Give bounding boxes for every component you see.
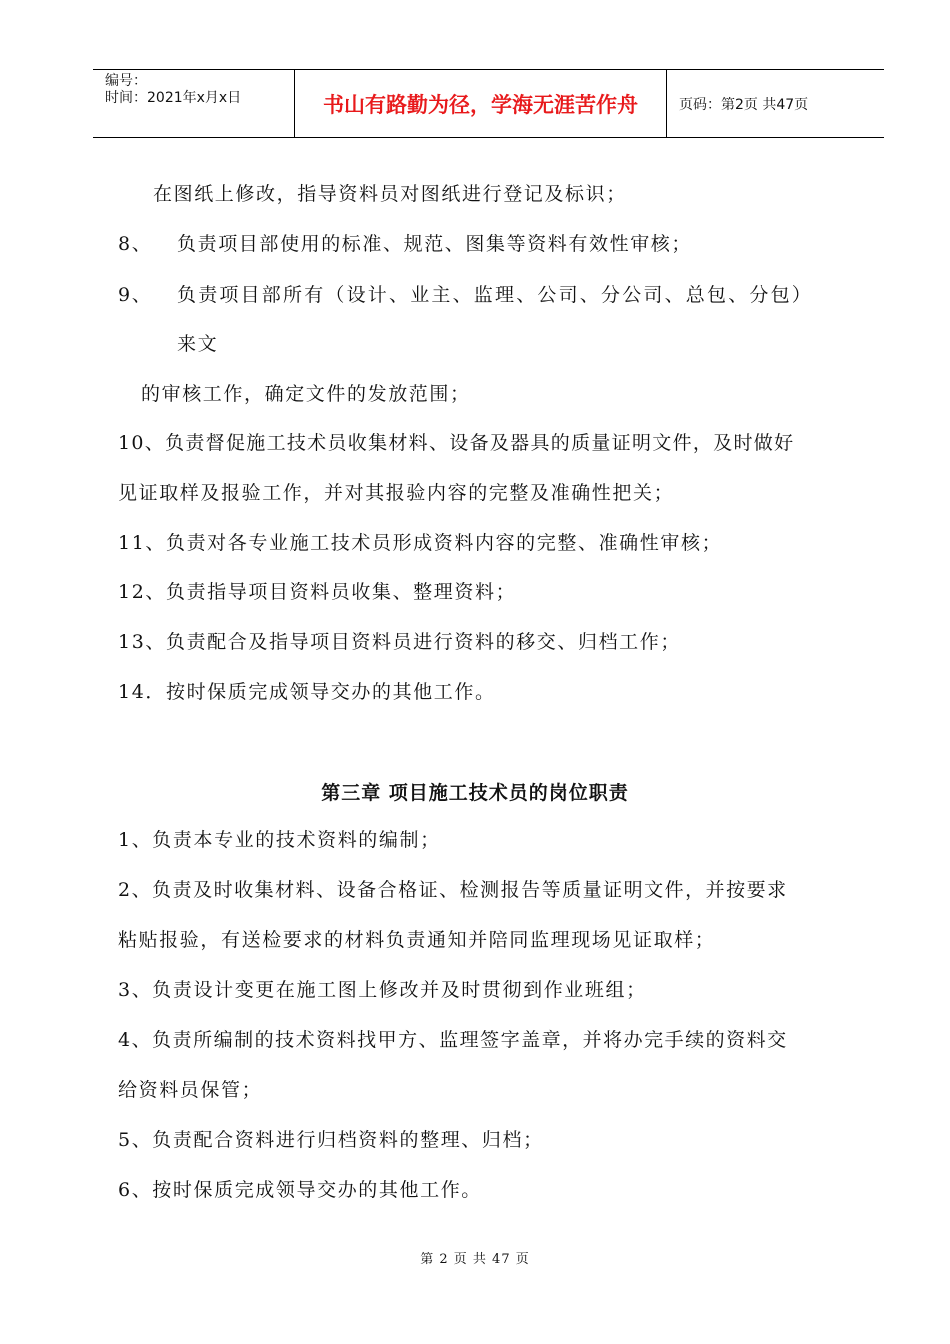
body-line: 12、负责指导项目资料员收集、整理资料； (118, 581, 517, 603)
chapter-line: 5、负责配合资料进行归档资料的整理、归档； (118, 1129, 544, 1151)
item-number: 8、 (118, 233, 153, 255)
chapter-line: 3、负责设计变更在施工图上修改并及时贯彻到作业班组； (118, 979, 647, 1001)
body-line: 见证取样及报验工作，并对其报验内容的完整及准确性把关； (118, 482, 675, 504)
chapter-line: 1、负责本专业的技术资料的编制； (118, 829, 441, 851)
chapter-title: 第三章 项目施工技术员的岗位职责 (321, 782, 629, 804)
header-meta (93, 70, 295, 137)
body-line: 负责项目部使用的标准、规范、图集等资料有效性审核； (177, 233, 693, 255)
header-page-number: 页码：第2页 共47页 (679, 96, 809, 113)
header-number: 编号： (105, 73, 147, 89)
body-line: 在图纸上修改，指导资料员对图纸进行登记及标识； (153, 183, 627, 205)
body-line: 14．按时保质完成领导交办的其他工作。 (118, 681, 496, 703)
chapter-line: 6、按时保质完成领导交办的其他工作。 (118, 1179, 482, 1201)
body-line: 13、负责配合及指导项目资料员进行资料的移交、归档工作； (118, 631, 681, 653)
body-line: 11、负责对各专业施工技术员形成资料内容的完整、准确性审核； (118, 532, 723, 554)
body-line: 的审核工作，确定文件的发放范围； (141, 383, 471, 405)
header-motto: 书山有路勤为径，学海无涯苦作舟 (295, 70, 667, 137)
page-header (93, 69, 884, 138)
chapter-line: 粘贴报验，有送检要求的材料负责通知并陪同监理现场见证取样； (118, 929, 716, 951)
body-line: 负责项目部所有（设计、业主、监理、公司、分公司、总包、分包） (177, 284, 814, 306)
chapter-line: 给资料员保管； (118, 1079, 263, 1101)
header-time: 时间：2021年x月x日 (105, 90, 242, 106)
body-line: 10、负责督促施工技术员收集材料、设备及器具的质量证明文件，及时做好 (118, 432, 795, 454)
body-line: 来文 (177, 333, 219, 355)
page-footer: 第 2 页 共 47 页 (420, 1252, 530, 1267)
chapter-line: 4、负责所编制的技术资料找甲方、监理签字盖章，并将办完手续的资料交 (118, 1029, 788, 1051)
item-number: 9、 (118, 284, 153, 306)
chapter-line: 2、负责及时收集材料、设备合格证、检测报告等质量证明文件，并按要求 (118, 879, 788, 901)
